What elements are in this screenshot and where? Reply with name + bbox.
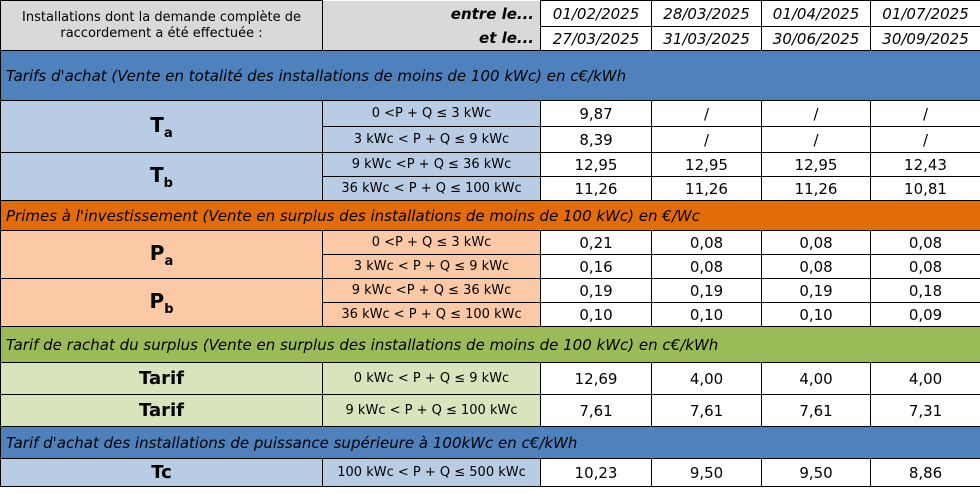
value-cell: 8,86 xyxy=(871,459,980,487)
category-subscript: a xyxy=(163,125,173,141)
range-label: 0 <P + Q ≤ 3 kWc xyxy=(323,101,541,127)
period-3-to: 30/06/2025 xyxy=(762,27,871,51)
category-tarif: Tarif xyxy=(1,395,323,427)
category-subscript: b xyxy=(163,175,173,191)
value-cell: 0,08 xyxy=(652,255,762,279)
value-cell: 0,08 xyxy=(652,231,762,255)
value-cell: / xyxy=(871,101,980,127)
value-cell: 10,81 xyxy=(871,177,980,201)
value-cell: / xyxy=(652,101,762,127)
range-label: 9 kWc <P + Q ≤ 36 kWc xyxy=(323,153,541,177)
value-cell: / xyxy=(762,127,871,153)
value-cell: 11,26 xyxy=(762,177,871,201)
table-row xyxy=(1,101,980,127)
value-cell: 12,95 xyxy=(652,153,762,177)
category-subscript: a xyxy=(164,253,174,269)
value-cell: / xyxy=(652,127,762,153)
section-title-row xyxy=(1,427,980,459)
section-tarifs-achat-title: Tarifs d'achat (Vente en totalité des installations de moins de 100 kWc) en c€/kWh xyxy=(1,51,980,101)
value-cell: 12,69 xyxy=(541,363,652,395)
value-cell: 0,18 xyxy=(871,279,980,303)
value-cell: 0,08 xyxy=(871,231,980,255)
table-row xyxy=(1,363,980,395)
value-cell: 11,26 xyxy=(652,177,762,201)
table-row xyxy=(1,279,980,303)
range-label: 3 kWc < P + Q ≤ 9 kWc xyxy=(323,127,541,153)
category-letter: P xyxy=(149,288,165,313)
category-letter: T xyxy=(150,162,164,187)
range-label: 100 kWc < P + Q ≤ 500 kWc xyxy=(323,459,541,487)
header-from-label: entre le... xyxy=(323,1,541,27)
value-cell: 7,31 xyxy=(871,395,980,427)
value-cell: 0,19 xyxy=(762,279,871,303)
category-tc: Tc xyxy=(1,459,323,487)
section-title-row xyxy=(1,327,980,363)
value-cell: 0,19 xyxy=(541,279,652,303)
value-cell: / xyxy=(871,127,980,153)
range-label: 3 kWc < P + Q ≤ 9 kWc xyxy=(323,255,541,279)
value-cell: 0,10 xyxy=(652,303,762,327)
value-cell: 10,23 xyxy=(541,459,652,487)
range-label: 9 kWc < P + Q ≤ 100 kWc xyxy=(323,395,541,427)
period-4-from: 01/07/2025 xyxy=(871,1,980,27)
category-pa xyxy=(1,231,323,279)
category-letter: P xyxy=(149,240,165,265)
category-tb xyxy=(1,153,323,201)
period-1-from: 01/02/2025 xyxy=(541,1,652,27)
range-label: 9 kWc <P + Q ≤ 36 kWc xyxy=(323,279,541,303)
value-cell: 0,21 xyxy=(541,231,652,255)
value-cell: 8,39 xyxy=(541,127,652,153)
period-3-from: 01/04/2025 xyxy=(762,1,871,27)
category-letter: T xyxy=(150,112,164,137)
section-primes-title: Primes à l'investissement (Vente en surplus des installations de moins de 100 kWc) en €/Wc xyxy=(1,201,980,231)
range-label: 36 kWc < P + Q ≤ 100 kWc xyxy=(323,177,541,201)
period-1-to: 27/03/2025 xyxy=(541,27,652,51)
value-cell: 0,16 xyxy=(541,255,652,279)
period-4-to: 30/09/2025 xyxy=(871,27,980,51)
section-rachat-title: Tarif de rachat du surplus (Vente en surplus des installations de moins de 100 kWc) en c€/kWh xyxy=(1,327,980,363)
value-cell: 12,95 xyxy=(541,153,652,177)
header-label: Installations dont la demande complète de raccordement a été effectuée : xyxy=(1,1,323,51)
value-cell: 7,61 xyxy=(541,395,652,427)
category-subscript: b xyxy=(164,301,174,317)
value-cell: 0,10 xyxy=(762,303,871,327)
range-label: 0 kWc < P + Q ≤ 9 kWc xyxy=(323,363,541,395)
table-row xyxy=(1,231,980,255)
header-to-label: et le... xyxy=(323,27,541,51)
range-label: 36 kWc < P + Q ≤ 100 kWc xyxy=(323,303,541,327)
value-cell: 4,00 xyxy=(652,363,762,395)
value-cell: 0,08 xyxy=(762,231,871,255)
value-cell: 4,00 xyxy=(762,363,871,395)
table-row xyxy=(1,395,980,427)
value-cell: 0,10 xyxy=(541,303,652,327)
value-cell: 12,95 xyxy=(762,153,871,177)
value-cell: 12,43 xyxy=(871,153,980,177)
value-cell: 11,26 xyxy=(541,177,652,201)
range-label: 0 <P + Q ≤ 3 kWc xyxy=(323,231,541,255)
section-superieure-title: Tarif d'achat des installations de puissance supérieure à 100kWc en c€/kWh xyxy=(1,427,980,459)
value-cell: 9,50 xyxy=(762,459,871,487)
period-2-from: 28/03/2025 xyxy=(652,1,762,27)
section-title-row xyxy=(1,51,980,101)
value-cell: 7,61 xyxy=(652,395,762,427)
table-row xyxy=(1,459,980,487)
value-cell: 0,08 xyxy=(762,255,871,279)
category-tarif: Tarif xyxy=(1,363,323,395)
value-cell: 9,50 xyxy=(652,459,762,487)
category-pb xyxy=(1,279,323,327)
value-cell: / xyxy=(762,101,871,127)
header-row-from xyxy=(1,1,980,27)
value-cell: 7,61 xyxy=(762,395,871,427)
value-cell: 9,87 xyxy=(541,101,652,127)
value-cell: 0,09 xyxy=(871,303,980,327)
section-title-row xyxy=(1,201,980,231)
category-ta xyxy=(1,101,323,153)
value-cell: 0,08 xyxy=(871,255,980,279)
value-cell: 0,19 xyxy=(652,279,762,303)
table-row xyxy=(1,153,980,177)
value-cell: 4,00 xyxy=(871,363,980,395)
period-2-to: 31/03/2025 xyxy=(652,27,762,51)
